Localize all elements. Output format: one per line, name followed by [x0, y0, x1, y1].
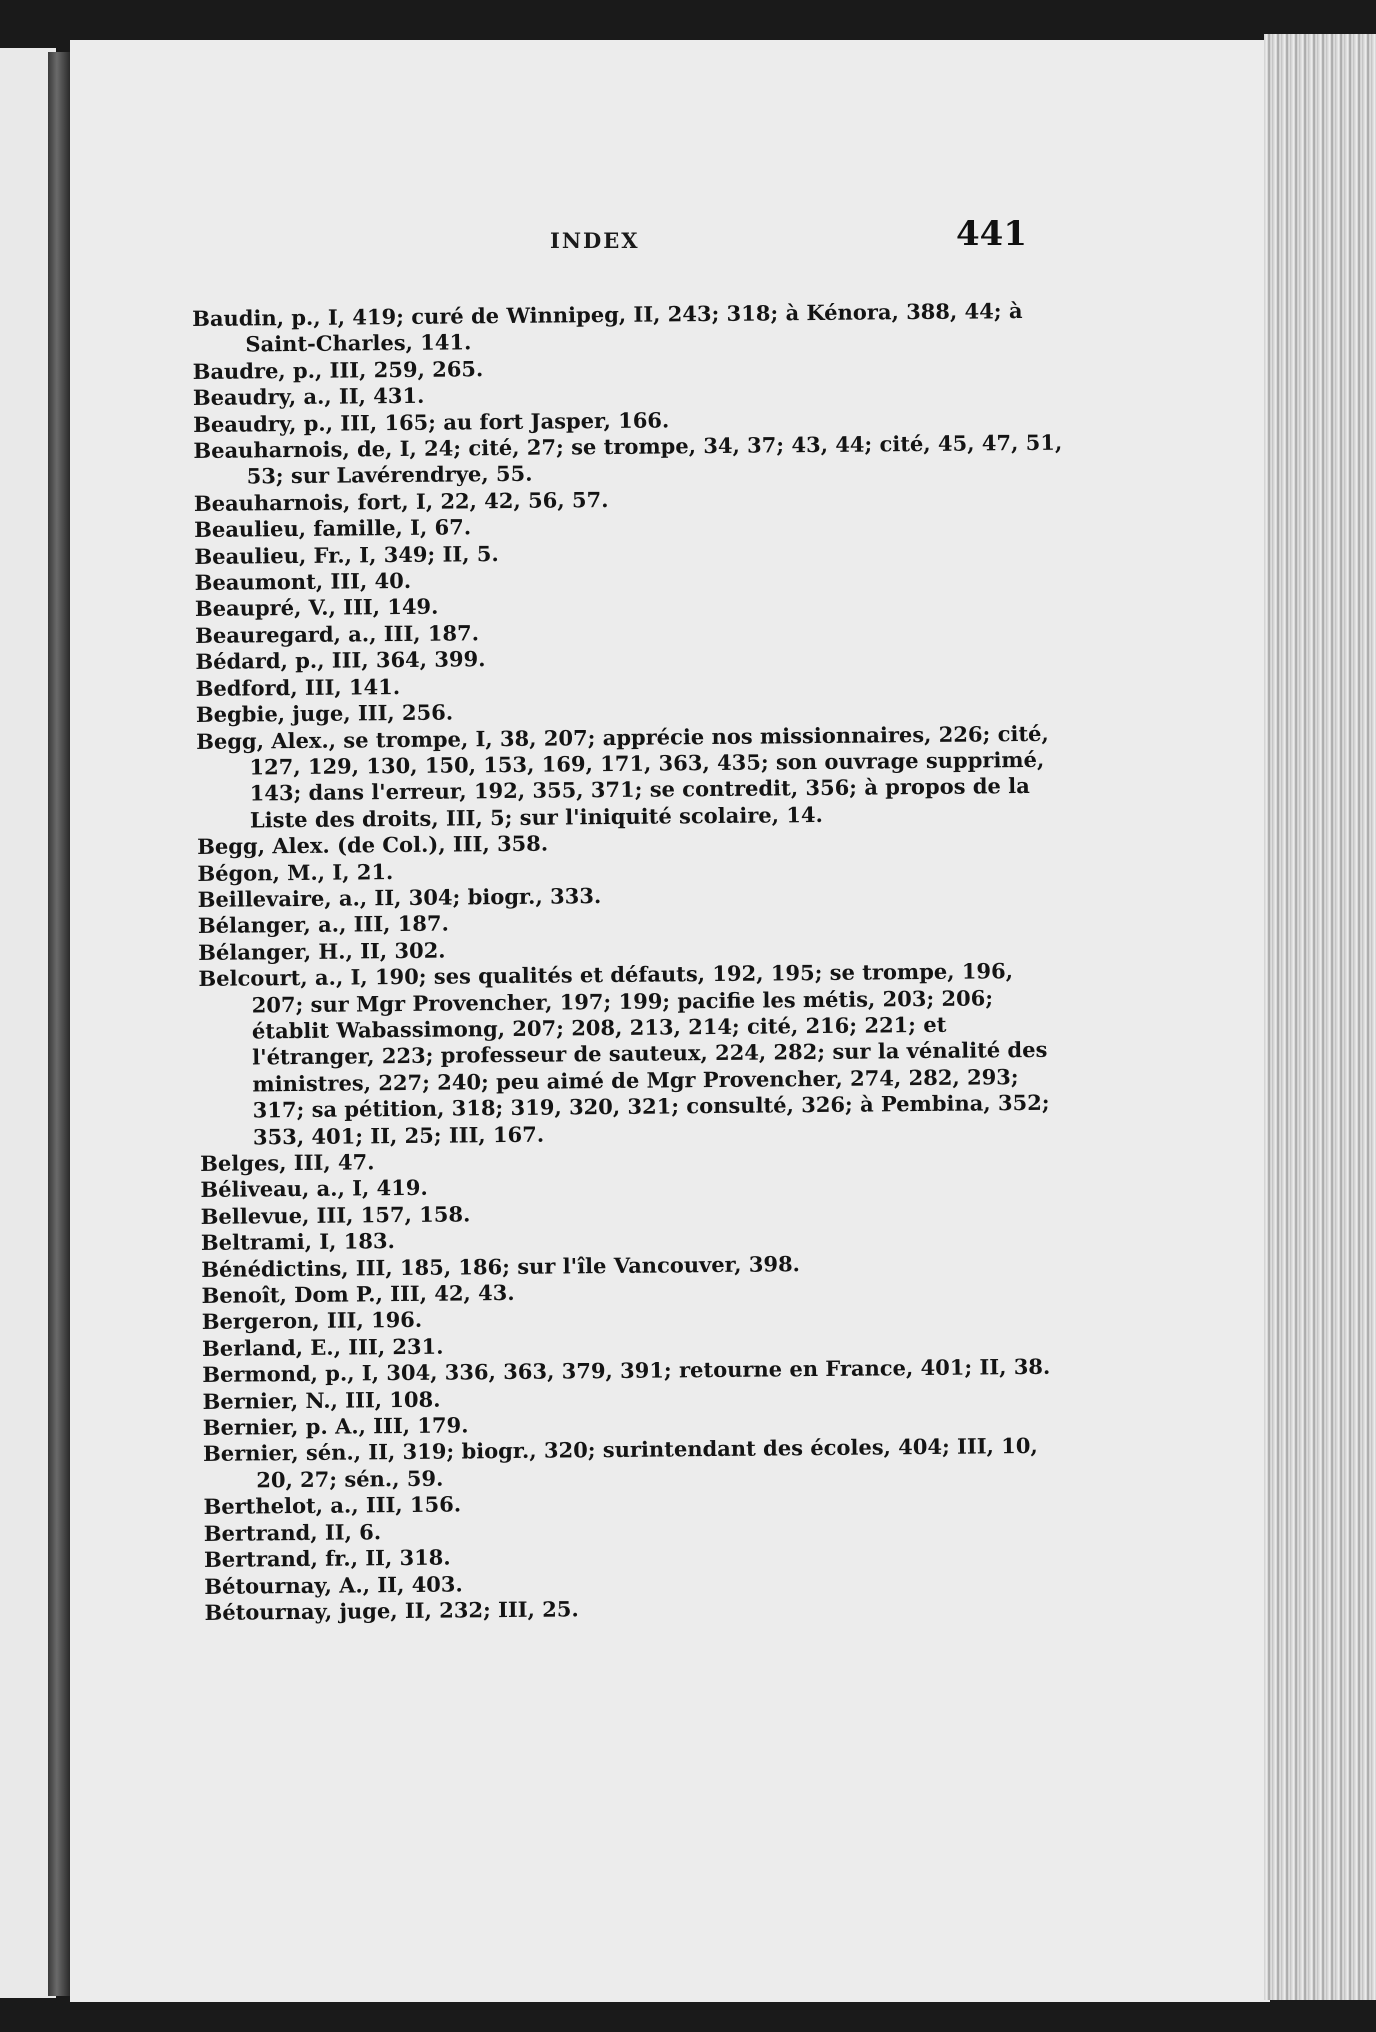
index-entry: Bélanger, a., III, 187. — [197, 910, 450, 939]
page-number: 441 — [956, 214, 1027, 254]
index-entry: Bellevue, III, 157, 158. — [200, 1201, 471, 1229]
index-entry: Bergeron, III, 196. — [201, 1307, 423, 1335]
index-entry: Beillevaire, a., II, 304; biogr., 333. — [197, 883, 602, 912]
index-entry: Begbie, juge, III, 256. — [195, 699, 454, 728]
index-entry: Bénédictins, III, 185, 186; sur l'île Vancouver, 398. — [201, 1250, 801, 1282]
page-header — [70, 190, 1270, 260]
index-entry: Bernier, sén., II, 319; biogr., 320; surintendant des écoles, 404; III, 10, 20, 27; sén., 59. — [202, 1433, 1038, 1493]
index-entry: Beaulieu, famille, I, 67. — [194, 514, 472, 543]
index-entry: Beauharnois, fort, I, 22, 42, 56, 57. — [193, 486, 609, 516]
index-entry: Bégon, M., I, 21. — [197, 858, 394, 886]
running-head: INDEX — [550, 228, 640, 253]
index-entry: Beltrami, I, 183. — [200, 1228, 395, 1256]
book-gutter — [48, 52, 70, 1996]
index-entry: Beaulieu, Fr., I, 349; II, 5. — [194, 540, 499, 569]
index-entry: Beauharnois, de, I, 24; cité, 27; se trompe, 34, 37; 43, 44; cité, 45, 47, 51, 53; sur Lavérendrye, 55. — [193, 429, 1063, 489]
page-stack-edge — [1264, 34, 1376, 2000]
index-entry: Begg, Alex. (de Col.), III, 358. — [197, 830, 549, 860]
index-entry: Beauregard, a., III, 187. — [195, 620, 480, 648]
index-entry: Benoît, Dom P., III, 42, 43. — [201, 1279, 515, 1308]
index-entry: Bétournay, juge, II, 232; III, 25. — [204, 1596, 579, 1625]
index-entry: Belges, III, 47. — [200, 1149, 375, 1176]
index-list — [192, 298, 1075, 1627]
index-entry: Berland, E., III, 231. — [201, 1333, 444, 1361]
index-entry: Bedford, III, 141. — [195, 673, 401, 701]
index-entry: Belcourt, a., I, 190; ses qualités et défauts, 192, 195; se trompe, 196, 207; sur Mgr Provencher, 197; 199; pacifie les métis, 203; 206; établit Wabassimong, 207; 208, 213, 214; cité, 216; 221; et l'étranger, 223; professeur de sauteux, 224, 282; sur la vénalité des ministres, 227; 240; peu aimé de Mgr Provencher, 274, 282, 293; 317; sa pétition, 318; 319, 320, 321; consulté, 326; à Pembina, 352; 353, 401; II, 25; III, 167. — [198, 958, 1050, 1150]
index-entry: Bélanger, H., II, 302. — [198, 937, 446, 965]
index-entry: Baudre, p., III, 259, 265. — [192, 356, 484, 384]
index-entry: Beaudry, a., II, 431. — [192, 382, 425, 411]
index-entry: Beaudry, p., III, 165; au fort Jasper, 166. — [193, 407, 670, 437]
index-entry: Bédard, p., III, 364, 399. — [195, 646, 486, 675]
index-entry: Bernier, N., III, 108. — [202, 1386, 441, 1414]
index-entry: Beaumont, III, 40. — [194, 567, 412, 596]
index-entry: Berthelot, a., III, 156. — [203, 1491, 462, 1520]
index-entry: Baudin, p., I, 419; curé de Winnipeg, II, 243; 318; à Kénora, 388, 44; à Saint-Charles, 141. — [192, 298, 1023, 357]
index-entry: Beaupré, V., III, 149. — [194, 594, 439, 622]
index-entry: Bermond, p., I, 304, 336, 363, 379, 391; retourne en France, 401; II, 38. — [202, 1354, 1051, 1388]
index-entry: Béliveau, a., I, 419. — [200, 1175, 428, 1203]
index-entry: Begg, Alex., se trompe, I, 38, 207; apprécie nos missionnaires, 226; cité, 127, 129, 130, 150, 153, 169, 171, 363, 435; son ouvrage supprimé, 143; dans l'erreur, 192, 355, 371; se contredit, 356; à propos de la Liste des droits, III, 5; sur l'iniquité scolaire, 14. — [196, 720, 1049, 833]
index-entry: Bertrand, fr., II, 318. — [203, 1544, 451, 1573]
index-entry: Bertrand, II, 6. — [203, 1518, 382, 1546]
index-entry: Bétournay, A., II, 403. — [204, 1570, 463, 1599]
index-entry: Bernier, p. A., III, 179. — [202, 1412, 469, 1441]
